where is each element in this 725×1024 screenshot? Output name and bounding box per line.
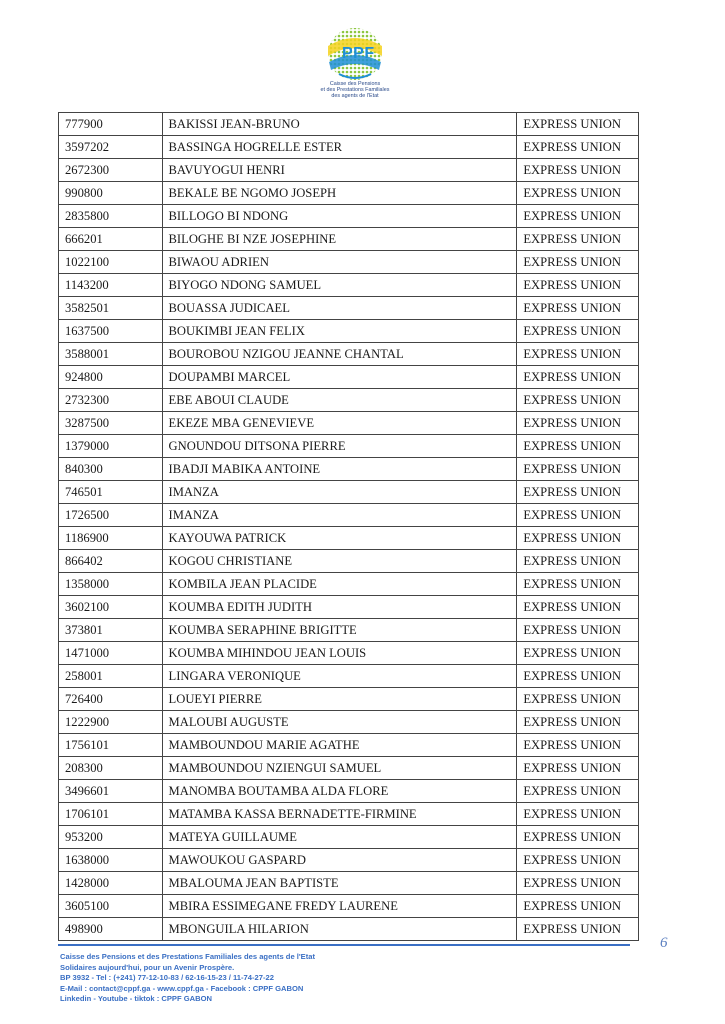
footer-line: Solidaires aujourd'hui, pour un Avenir Prospère.	[60, 962, 235, 972]
payment-agency-cell: EXPRESS UNION	[517, 251, 639, 274]
logo-caption-line: Caisse des Pensions	[329, 81, 381, 87]
payment-agency-cell: EXPRESS UNION	[517, 550, 639, 573]
beneficiary-table	[58, 112, 639, 941]
table-row	[59, 826, 639, 849]
matricule-cell: 373801	[59, 619, 163, 642]
payment-agency-cell: EXPRESS UNION	[517, 113, 639, 136]
payment-agency-cell: EXPRESS UNION	[517, 274, 639, 297]
payment-agency-cell: EXPRESS UNION	[517, 688, 639, 711]
matricule-cell: 1756101	[59, 734, 163, 757]
name-cell: MBIRA ESSIMEGANE FREDY LAURENE	[162, 895, 517, 918]
payment-agency-cell: EXPRESS UNION	[517, 642, 639, 665]
name-cell: MBALOUMA JEAN BAPTISTE	[162, 872, 517, 895]
logo-brand-text: PPF	[342, 45, 375, 62]
logo-caption-line: des agents de l'Etat	[331, 93, 379, 100]
matricule-cell: 1222900	[59, 711, 163, 734]
footer-line: Linkedin - Youtube - tiktok : CPPF GABON	[60, 994, 213, 1004]
name-cell: EBE ABOUI CLAUDE	[162, 389, 517, 412]
payment-agency-cell: EXPRESS UNION	[517, 458, 639, 481]
table-row	[59, 688, 639, 711]
payment-agency-cell: EXPRESS UNION	[517, 826, 639, 849]
table-row	[59, 527, 639, 550]
name-cell: BIYOGO NDONG SAMUEL	[162, 274, 517, 297]
page-number: 6	[660, 935, 668, 951]
matricule-cell: 2672300	[59, 159, 163, 182]
table-row	[59, 274, 639, 297]
payment-agency-cell: EXPRESS UNION	[517, 320, 639, 343]
name-cell: MAMBOUNDOU MARIE AGATHE	[162, 734, 517, 757]
matricule-cell: 726400	[59, 688, 163, 711]
payment-agency-cell: EXPRESS UNION	[517, 711, 639, 734]
table-row	[59, 872, 639, 895]
payment-agency-cell: EXPRESS UNION	[517, 734, 639, 757]
payment-agency-cell: EXPRESS UNION	[517, 159, 639, 182]
matricule-cell: 208300	[59, 757, 163, 780]
matricule-cell: 924800	[59, 366, 163, 389]
table-row	[59, 136, 639, 159]
matricule-cell: 1358000	[59, 573, 163, 596]
matricule-cell: 2835800	[59, 205, 163, 228]
name-cell: BIWAOU ADRIEN	[162, 251, 517, 274]
matricule-cell: 1638000	[59, 849, 163, 872]
payment-agency-cell: EXPRESS UNION	[517, 389, 639, 412]
payment-agency-cell: EXPRESS UNION	[517, 872, 639, 895]
name-cell: IBADJI MABIKA ANTOINE	[162, 458, 517, 481]
table-row	[59, 642, 639, 665]
name-cell: KOUMBA MIHINDOU JEAN LOUIS	[162, 642, 517, 665]
name-cell: BAKISSI JEAN-BRUNO	[162, 113, 517, 136]
matricule-cell: 3496601	[59, 780, 163, 803]
payment-agency-cell: EXPRESS UNION	[517, 228, 639, 251]
matricule-cell: 1428000	[59, 872, 163, 895]
name-cell: IMANZA	[162, 504, 517, 527]
name-cell: BASSINGA HOGRELLE ESTER	[162, 136, 517, 159]
name-cell: MANOMBA BOUTAMBA ALDA FLORE	[162, 780, 517, 803]
table-row	[59, 550, 639, 573]
matricule-cell: 1379000	[59, 435, 163, 458]
name-cell: LINGARA VERONIQUE	[162, 665, 517, 688]
matricule-cell: 990800	[59, 182, 163, 205]
matricule-cell: 1706101	[59, 803, 163, 826]
name-cell: MAMBOUNDOU NZIENGUI SAMUEL	[162, 757, 517, 780]
matricule-cell: 840300	[59, 458, 163, 481]
table-body	[59, 113, 639, 941]
payment-agency-cell: EXPRESS UNION	[517, 803, 639, 826]
table-row	[59, 803, 639, 826]
name-cell: BOUROBOU NZIGOU JEANNE CHANTAL	[162, 343, 517, 366]
matricule-cell: 953200	[59, 826, 163, 849]
name-cell: KAYOUWA PATRICK	[162, 527, 517, 550]
table-row	[59, 918, 639, 941]
name-cell: MATEYA GUILLAUME	[162, 826, 517, 849]
payment-agency-cell: EXPRESS UNION	[517, 918, 639, 941]
matricule-cell: 3582501	[59, 297, 163, 320]
payment-agency-cell: EXPRESS UNION	[517, 297, 639, 320]
matricule-cell: 498900	[59, 918, 163, 941]
table-row	[59, 734, 639, 757]
matricule-cell: 1022100	[59, 251, 163, 274]
name-cell: BEKALE BE NGOMO JOSEPH	[162, 182, 517, 205]
name-cell: GNOUNDOU DITSONA PIERRE	[162, 435, 517, 458]
name-cell: LOUEYI PIERRE	[162, 688, 517, 711]
table-row	[59, 205, 639, 228]
table-row	[59, 251, 639, 274]
name-cell: KOMBILA JEAN PLACIDE	[162, 573, 517, 596]
payment-agency-cell: EXPRESS UNION	[517, 849, 639, 872]
matricule-cell: 1726500	[59, 504, 163, 527]
payment-agency-cell: EXPRESS UNION	[517, 527, 639, 550]
name-cell: KOGOU CHRISTIANE	[162, 550, 517, 573]
matricule-cell: 3588001	[59, 343, 163, 366]
table-row	[59, 182, 639, 205]
payment-agency-cell: EXPRESS UNION	[517, 596, 639, 619]
name-cell: IMANZA	[162, 481, 517, 504]
footer-line: BP 3932 - Tel : (+241) 77-12-10-83 / 62-16-15-23 / 11-74-27-22	[60, 973, 274, 983]
matricule-cell: 1471000	[59, 642, 163, 665]
name-cell: BOUKIMBI JEAN FELIX	[162, 320, 517, 343]
name-cell: DOUPAMBI MARCEL	[162, 366, 517, 389]
name-cell: MATAMBA KASSA BERNADETTE-FIRMINE	[162, 803, 517, 826]
payment-agency-cell: EXPRESS UNION	[517, 366, 639, 389]
matricule-cell: 777900	[59, 113, 163, 136]
name-cell: MALOUBI AUGUSTE	[162, 711, 517, 734]
table-row	[59, 619, 639, 642]
table-row	[59, 780, 639, 803]
table-row	[59, 757, 639, 780]
matricule-cell: 1637500	[59, 320, 163, 343]
matricule-cell: 3597202	[59, 136, 163, 159]
payment-agency-cell: EXPRESS UNION	[517, 343, 639, 366]
table-row	[59, 159, 639, 182]
table-row	[59, 849, 639, 872]
payment-agency-cell: EXPRESS UNION	[517, 573, 639, 596]
table-row	[59, 458, 639, 481]
table-row	[59, 320, 639, 343]
table-row	[59, 228, 639, 251]
matricule-cell: 1186900	[59, 527, 163, 550]
payment-agency-cell: EXPRESS UNION	[517, 205, 639, 228]
table-row	[59, 435, 639, 458]
matricule-cell: 258001	[59, 665, 163, 688]
payment-agency-cell: EXPRESS UNION	[517, 481, 639, 504]
matricule-cell: 3287500	[59, 412, 163, 435]
name-cell: BILLOGO BI NDONG	[162, 205, 517, 228]
table-row	[59, 596, 639, 619]
footer-line: Caisse des Pensions et des Prestations Familiales des agents de l'Etat	[60, 952, 316, 961]
table-row	[59, 573, 639, 596]
payment-agency-cell: EXPRESS UNION	[517, 504, 639, 527]
table-row	[59, 366, 639, 389]
table-row	[59, 481, 639, 504]
matricule-cell: 746501	[59, 481, 163, 504]
table-row	[59, 895, 639, 918]
footer-divider	[58, 944, 630, 946]
matricule-cell: 3602100	[59, 596, 163, 619]
payment-agency-cell: EXPRESS UNION	[517, 182, 639, 205]
matricule-cell: 3605100	[59, 895, 163, 918]
cppf-logo	[309, 26, 401, 106]
name-cell: KOUMBA SERAPHINE BRIGITTE	[162, 619, 517, 642]
payment-agency-cell: EXPRESS UNION	[517, 412, 639, 435]
matricule-cell: 2732300	[59, 389, 163, 412]
payment-agency-cell: EXPRESS UNION	[517, 619, 639, 642]
matricule-cell: 866402	[59, 550, 163, 573]
payment-agency-cell: EXPRESS UNION	[517, 435, 639, 458]
payment-agency-cell: EXPRESS UNION	[517, 895, 639, 918]
payment-agency-cell: EXPRESS UNION	[517, 757, 639, 780]
payment-agency-cell: EXPRESS UNION	[517, 665, 639, 688]
payment-agency-cell: EXPRESS UNION	[517, 780, 639, 803]
name-cell: BILOGHE BI NZE JOSEPHINE	[162, 228, 517, 251]
logo-caption-line: et des Prestations Familiales	[320, 87, 390, 94]
table-row	[59, 504, 639, 527]
name-cell: MAWOUKOU GASPARD	[162, 849, 517, 872]
footer	[60, 952, 315, 1005]
footer-line: E-Mail : contact@cppf.ga - www.cppf.ga - Facebook : CPPF GABON	[60, 983, 304, 993]
name-cell: BAVUYOGUI HENRI	[162, 159, 517, 182]
table-row	[59, 665, 639, 688]
name-cell: MBONGUILA HILARION	[162, 918, 517, 941]
name-cell: BOUASSA JUDICAEL	[162, 297, 517, 320]
table-row	[59, 113, 639, 136]
matricule-cell: 1143200	[59, 274, 163, 297]
matricule-cell: 666201	[59, 228, 163, 251]
logo-caption	[309, 81, 401, 100]
name-cell: EKEZE MBA GENEVIEVE	[162, 412, 517, 435]
table-row	[59, 711, 639, 734]
payment-agency-cell: EXPRESS UNION	[517, 136, 639, 159]
table-row	[59, 297, 639, 320]
table-row	[59, 412, 639, 435]
table-row	[59, 343, 639, 366]
table-row	[59, 389, 639, 412]
name-cell: KOUMBA EDITH JUDITH	[162, 596, 517, 619]
